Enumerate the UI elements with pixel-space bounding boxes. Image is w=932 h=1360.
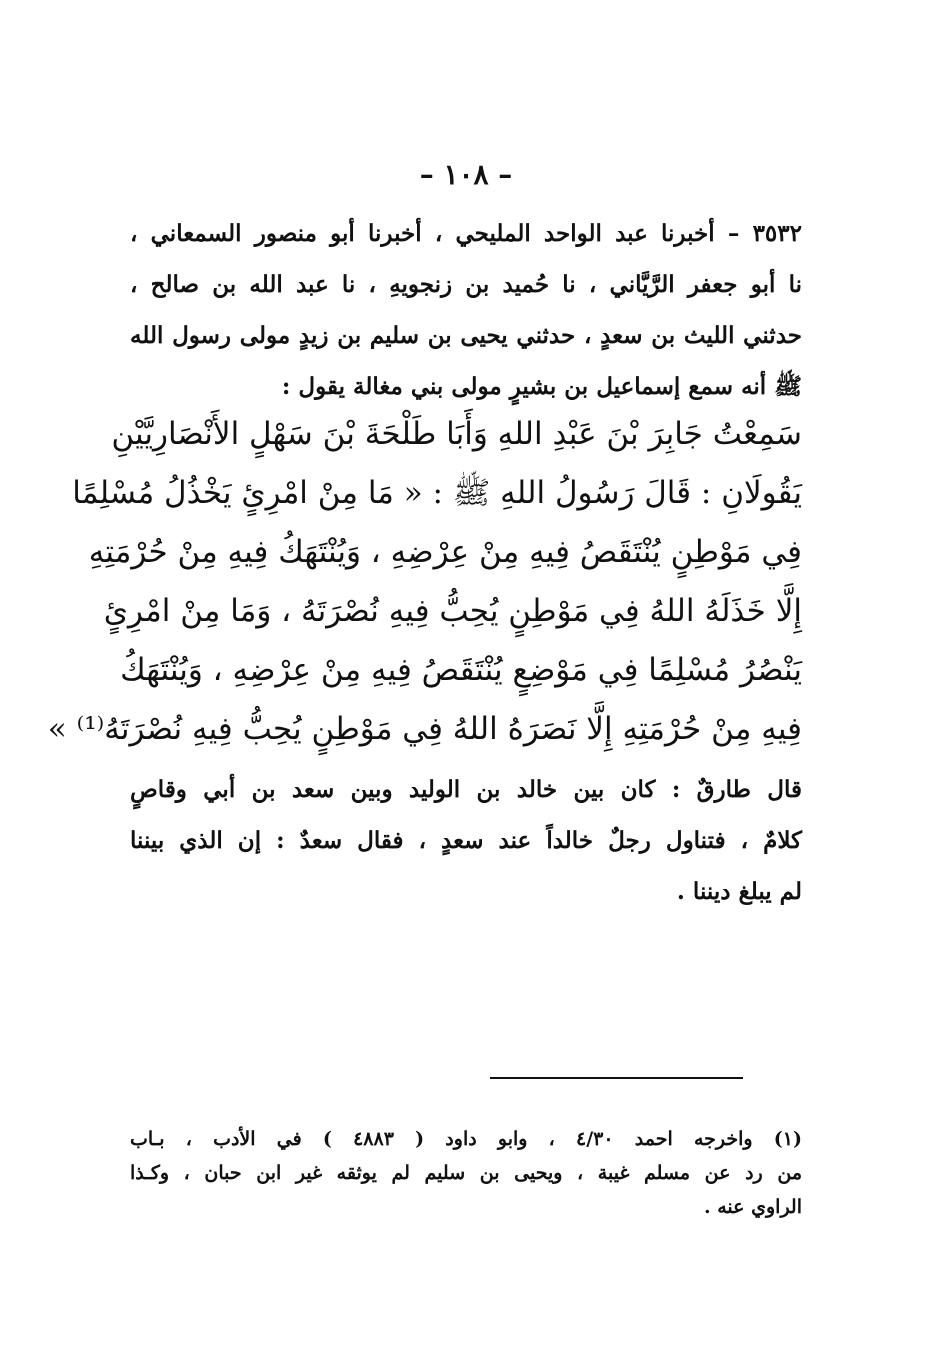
hadith-text [47,405,802,759]
hadith-line: إِلَّا خَذَلَهُ اللهُ فِي مَوْطِنٍ يُحِبُّ فِيهِ نُصْرَتَهُ ، وَمَا مِنْ امْرِئٍ [103,593,802,629]
commentary-line: كلامٌ ، فتناول رجلٌ خالداً عند سعدٍ ، فقال سعدٌ : إن الذي بيننا [130,827,802,854]
hadith-line: سَمِعْتُ جَابِرَ بْنَ عَبْدِ اللهِ وَأَبَا طَلْحَةَ بْنَ سَهْلٍ الأَنْصَارِيَّيْنِ [111,416,802,452]
isnad-line: حدثني الليث بن سعدٍ ، حدثني يحيى بن سليم بن زيدٍ مولى رسول الله [130,322,802,349]
commentary-line: لم يبلغ ديننا . [676,878,802,905]
hadith-line: فِيهِ مِنْ حُرْمَتِهِ إِلَّا نَصَرَهُ اللهُ فِي مَوْطِنٍ يُحِبُّ فِيهِ نُصْرَتَهُ⁽¹⁾ » [47,711,802,747]
footnote [130,1122,802,1224]
isnad-line: ﷺ أنه سمع إسماعيل بن بشيرٍ مولى بني مغالة يقول : [281,373,802,400]
footnote-line: الراوي عنه . [704,1196,802,1218]
hadith-line: يَنْصُرُ مُسْلِمًا فِي مَوْضِعٍ يُنْتَقَصُ فِيهِ مِنْ عِرْضِهِ ، وَيُنْتَهَكُ [120,652,802,688]
isnad-line: ٣٥٣٢ – أخبرنا عبد الواحد المليحي ، أخبرنا أبو منصور السمعاني ، [130,220,802,247]
isnad-paragraph [130,208,802,412]
hadith-line: فِي مَوْطِنٍ يُنْتَقَصُ فِيهِ مِنْ عِرْضِهِ ، وَيُنْتَهَكُ فِيهِ مِنْ حُرْمَتِهِ [88,534,802,570]
footnote-separator [490,1077,743,1079]
page-number: – ١٠٨ – [419,158,513,191]
isnad-line: نا أبو جعفر الرَّيَّاني ، نا حُميد بن زنجويهِ ، نا عبد الله بن صالح ، [130,271,802,298]
footnote-line: من رد عن مسلم غيبة ، ويحيى بن سليم لم يوثقه غير ابن حبان ، وكـذا [130,1162,802,1184]
hadith-line: يَقُولَانِ : قَالَ رَسُولُ اللهِ ﷺ : « مَا مِنْ امْرِئٍ يَخْذُلُ مُسْلِمًا [72,475,802,511]
commentary-line: قال طارقٌ : كان بين خالد بن الوليد وبين سعد بن أبي وقاصٍ [130,776,802,803]
commentary-paragraph [130,764,802,917]
footnote-line: (١) واخرجه احمد ٤/٣٠ ، وابو داود ( ٤٨٨٣ ) في الأدب ، بـاب [130,1128,802,1150]
